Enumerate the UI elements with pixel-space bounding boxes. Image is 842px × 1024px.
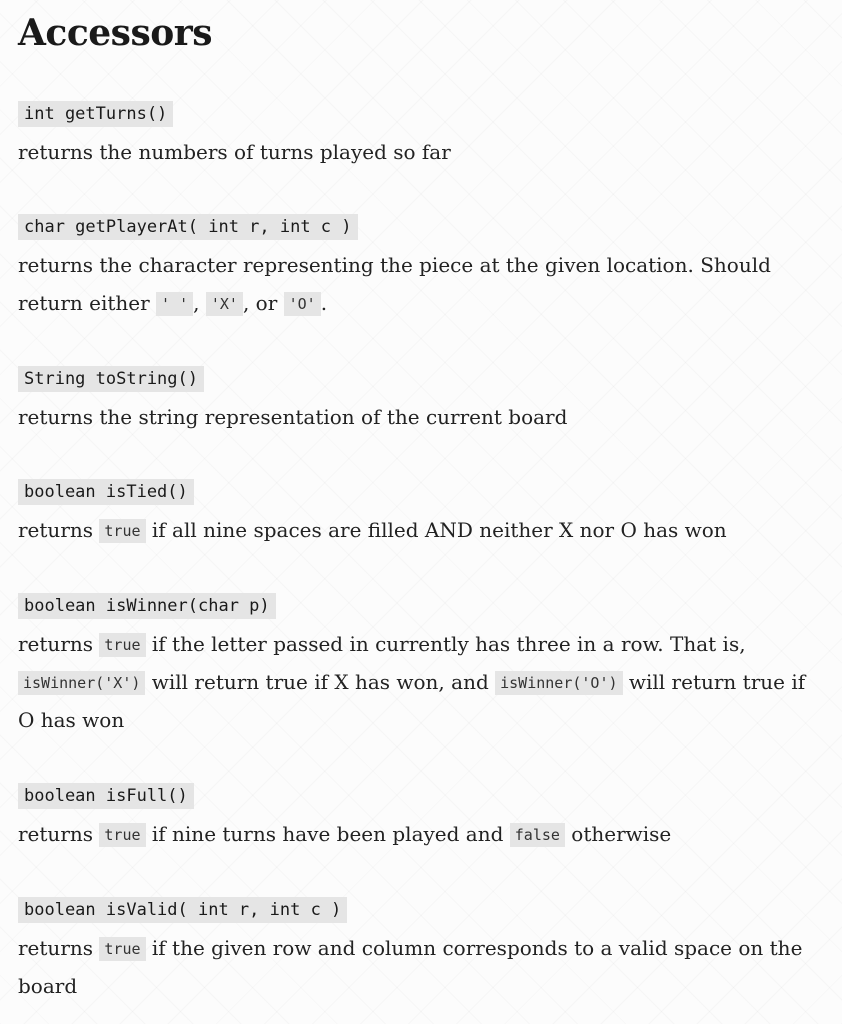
method-signature: char getPlayerAt( int r, int c )	[18, 214, 358, 240]
inline-code: true	[99, 823, 145, 847]
method-description: returns true if the given row and column corresponds to a valid space on the board	[18, 936, 803, 998]
method-description: returns the string representation of the current board	[18, 405, 568, 429]
method-entry-getturns	[18, 101, 818, 171]
method-description: returns true if the letter passed in currently has three in a row. That is, isWinner('X') will return true if X has won, and isWinner('O') will return true if O has won	[18, 632, 806, 732]
inline-code: false	[510, 823, 565, 847]
method-signature: boolean isFull()	[18, 783, 194, 809]
method-description: returns the character representing the piece at the given location. Should return either ' ' , 'X' , or 'O' .	[18, 253, 771, 315]
method-entry-isfull	[18, 783, 818, 853]
inline-code: true	[99, 633, 145, 657]
inline-code: ' '	[156, 292, 193, 316]
method-signature: boolean isValid( int r, int c )	[18, 897, 347, 923]
method-entry-iswinner	[18, 593, 818, 739]
method-signature: int getTurns()	[18, 101, 173, 127]
method-entry-istied	[18, 479, 818, 549]
inline-code: isWinner('O')	[495, 671, 622, 695]
method-signature: boolean isWinner(char p)	[18, 593, 276, 619]
inline-code: 'X'	[206, 292, 243, 316]
method-entry-isvalid	[18, 897, 818, 1005]
inline-code: 'O'	[284, 292, 321, 316]
method-signature: String toString()	[18, 366, 204, 392]
method-entry-getplayerat	[18, 214, 818, 322]
method-description: returns true if nine turns have been played and false otherwise	[18, 822, 672, 846]
page-title: Accessors	[18, 12, 212, 54]
inline-code: true	[99, 519, 145, 543]
inline-code: true	[99, 937, 145, 961]
method-description: returns true if all nine spaces are filled AND neither X nor O has won	[18, 518, 727, 542]
method-entry-tostring	[18, 366, 818, 436]
method-description: returns the numbers of turns played so far	[18, 140, 451, 164]
method-signature: boolean isTied()	[18, 479, 194, 505]
inline-code: isWinner('X')	[18, 671, 145, 695]
